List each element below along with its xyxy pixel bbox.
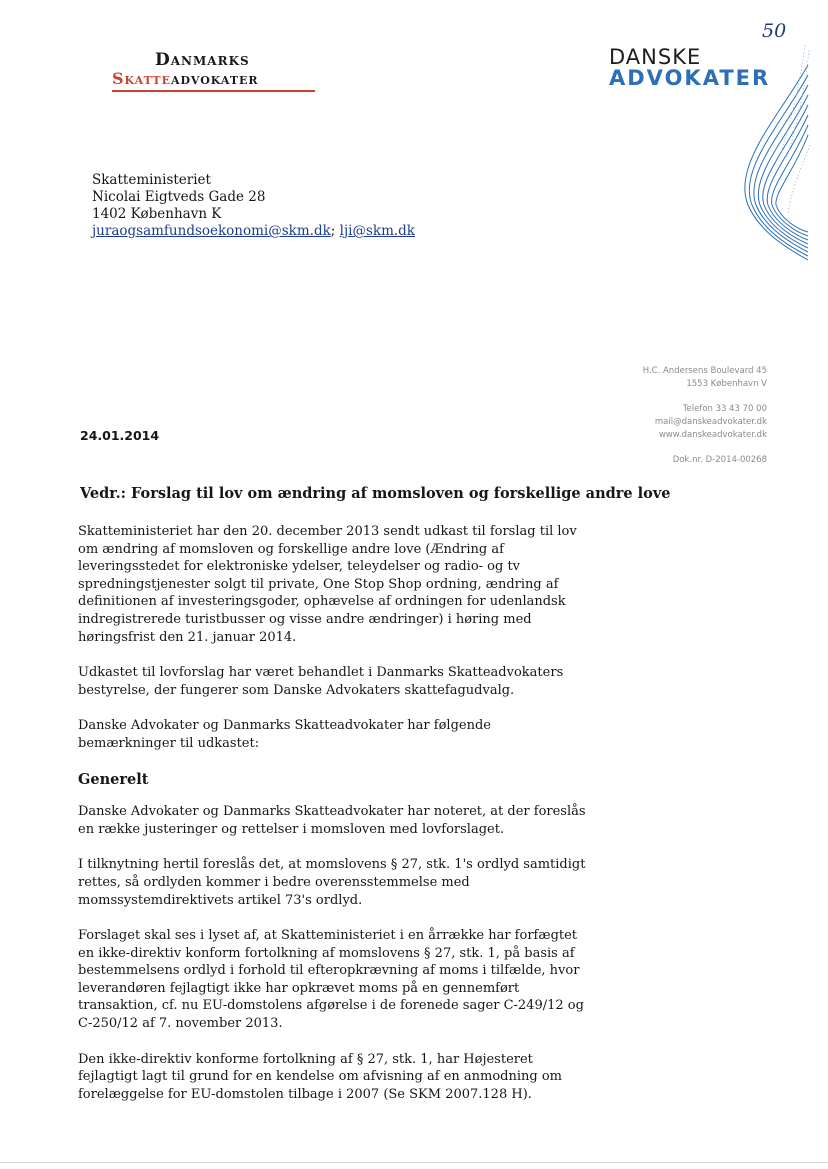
recipient-city: 1402 København K [92, 206, 222, 222]
paragraph-6: Forslaget skal ses i lyset af, at Skatteministeriet i en årrække har forfægtet en ikke-direktiv konform fortolkning af momslovens § 27, stk. 1, på basis af bestemmelsens ordlyd i forhold til efteropkrævning af moms i tilfælde, hvor leverandøren fejlagtigt ikke har opkrævet moms på en gennemført transaktion, cf. nu EU-domstolens afgørelse i de forenede sager C-249/12 og C-250/12 af 7. november 2013. [78, 928, 584, 1032]
paragraph-5: I tilknytning hertil foreslås det, at momslovens § 27, stk. 1's ordlyd samtidigt rettes, så ordlyden kommer i bedre overensstemmelse med momssystemdirektivets artikel 73's ordlyd. [78, 857, 586, 908]
letter-body [78, 523, 590, 1121]
logo-danske: DANSKE [609, 45, 702, 69]
email-link-2[interactable]: lji@skm.dk [339, 223, 415, 239]
sender-web: www.danskeadvokater.dk [658, 430, 767, 440]
paragraph-7: Den ikke-direktiv konforme fortolkning af § 27, stk. 1, har Højesteret fejlagtigt lagt til grund for en kendelse om afvisning af en anmodning om forelæggelse for EU-domstolen tilbage i 2007 (Se SKM 2007.128 H). [78, 1051, 562, 1102]
page-number: 50 [762, 20, 787, 42]
letter-subject: Vedr.: Forslag til lov om ændring af momsloven og forskellige andre love [80, 485, 671, 502]
page-bottom-edge [0, 1162, 828, 1163]
paragraph-4: Danske Advokater og Danmarks Skatteadvokater har noteret, at der foreslås en række justeringer og rettelser i momsloven med lovforslaget. [78, 804, 586, 837]
section-heading: Generelt [78, 770, 149, 788]
recipient-address [92, 172, 415, 240]
swoosh-logo-icon [710, 45, 810, 270]
logo-advokater-blue: ADVOKATER [609, 66, 771, 90]
sender-street: H.C. Andersens Boulevard 45 [642, 366, 767, 376]
logo-danmarks: Danmarks [155, 50, 250, 70]
email-separator: ; [330, 223, 336, 239]
logo-skatteadvokater [112, 69, 259, 88]
sender-city: 1553 København V [686, 379, 767, 389]
sender-phone: Telefon 33 43 70 00 [682, 404, 767, 414]
sender-contact-block [600, 365, 767, 467]
recipient-name: Skatteministeriet [92, 172, 211, 188]
recipient-emails [92, 223, 415, 240]
paragraph-1: Skatteministeriet har den 20. december 2013 sendt udkast til forslag til lov om ændring af momsloven og forskellige andre love (Ændring af leveringsstedet for elektroniske ydelser, teleydelser og radio- og tv spredningstjenester solgt til private, One Stop Shop ordning, ændring af definitionen af investeringsgoder, ophævelse af ordningen for udenlandsk indregistrerede turistbusser og visse andre ændringer) i høring med høringsfrist den 21. januar 2014. [78, 524, 577, 645]
paragraph-3: Danske Advokater og Danmarks Skatteadvokater har følgende bemærkninger til udkastet: [78, 718, 491, 751]
recipient-street: Nicolai Eigtveds Gade 28 [92, 189, 266, 205]
logo-skatte: Skatte [112, 69, 171, 88]
letter-date: 24.01.2014 [80, 428, 160, 443]
sender-email: mail@danskeadvokater.dk [654, 417, 767, 427]
document-number: Dok.nr. D-2014-00268 [672, 455, 767, 465]
email-link-1[interactable]: juraogsamfundsoekonomi@skm.dk [92, 223, 331, 239]
paragraph-2: Udkastet til lovforslag har været behandlet i Danmarks Skatteadvokaters bestyrelse, der fungerer som Danske Advokaters skattefagudvalg. [78, 665, 564, 698]
logo-underline [112, 90, 315, 92]
logo-advokater: advokater [170, 69, 259, 88]
